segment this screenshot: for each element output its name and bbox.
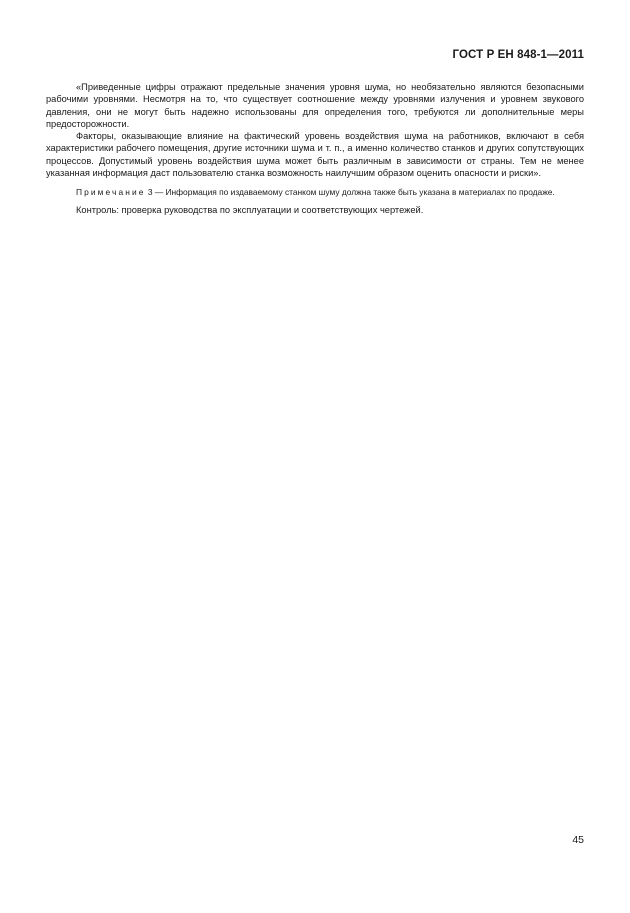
paragraph-noise-factors: Факторы, оказывающие влияние на фактический уровень воздействия шума на работников, включают в себя характеристики рабочего помещения, другие источники шума и т. п., а именно количество станков и других сопутствующих процессов. Допустимый уровень воздействия шума может быть различным в зависимости от страны. Тем не менее указанная информация даст пользователю станка возможность наилучшим образом оценить опасности и риски». — [46, 131, 584, 179]
page-number: 45 — [572, 834, 584, 846]
paragraph-noise-values: «Приведенные цифры отражают предельные значения уровня шума, но необязательно являются безопасными рабочими уровнями. Несмотря на то, что существует соотношение между уровнями излучения и уровнем звукового давления, они не могут быть надежно использованы для определения того, требуются ли дополнительные меры предосторожности. — [46, 82, 584, 129]
main-content — [46, 81, 584, 217]
control-statement: Контроль: проверка руководства по эксплуатации и соответствующих чертежей. — [76, 205, 424, 216]
note-number: 3 — [147, 187, 153, 198]
note-label: Примечание — [76, 187, 146, 198]
note-text: — Информация по издаваемому станком шуму должна также быть указана в материалах по продаже. — [154, 187, 555, 198]
standard-code-header: ГОСТ Р ЕН 848-1—2011 — [452, 49, 584, 61]
note-3 — [46, 186, 584, 198]
